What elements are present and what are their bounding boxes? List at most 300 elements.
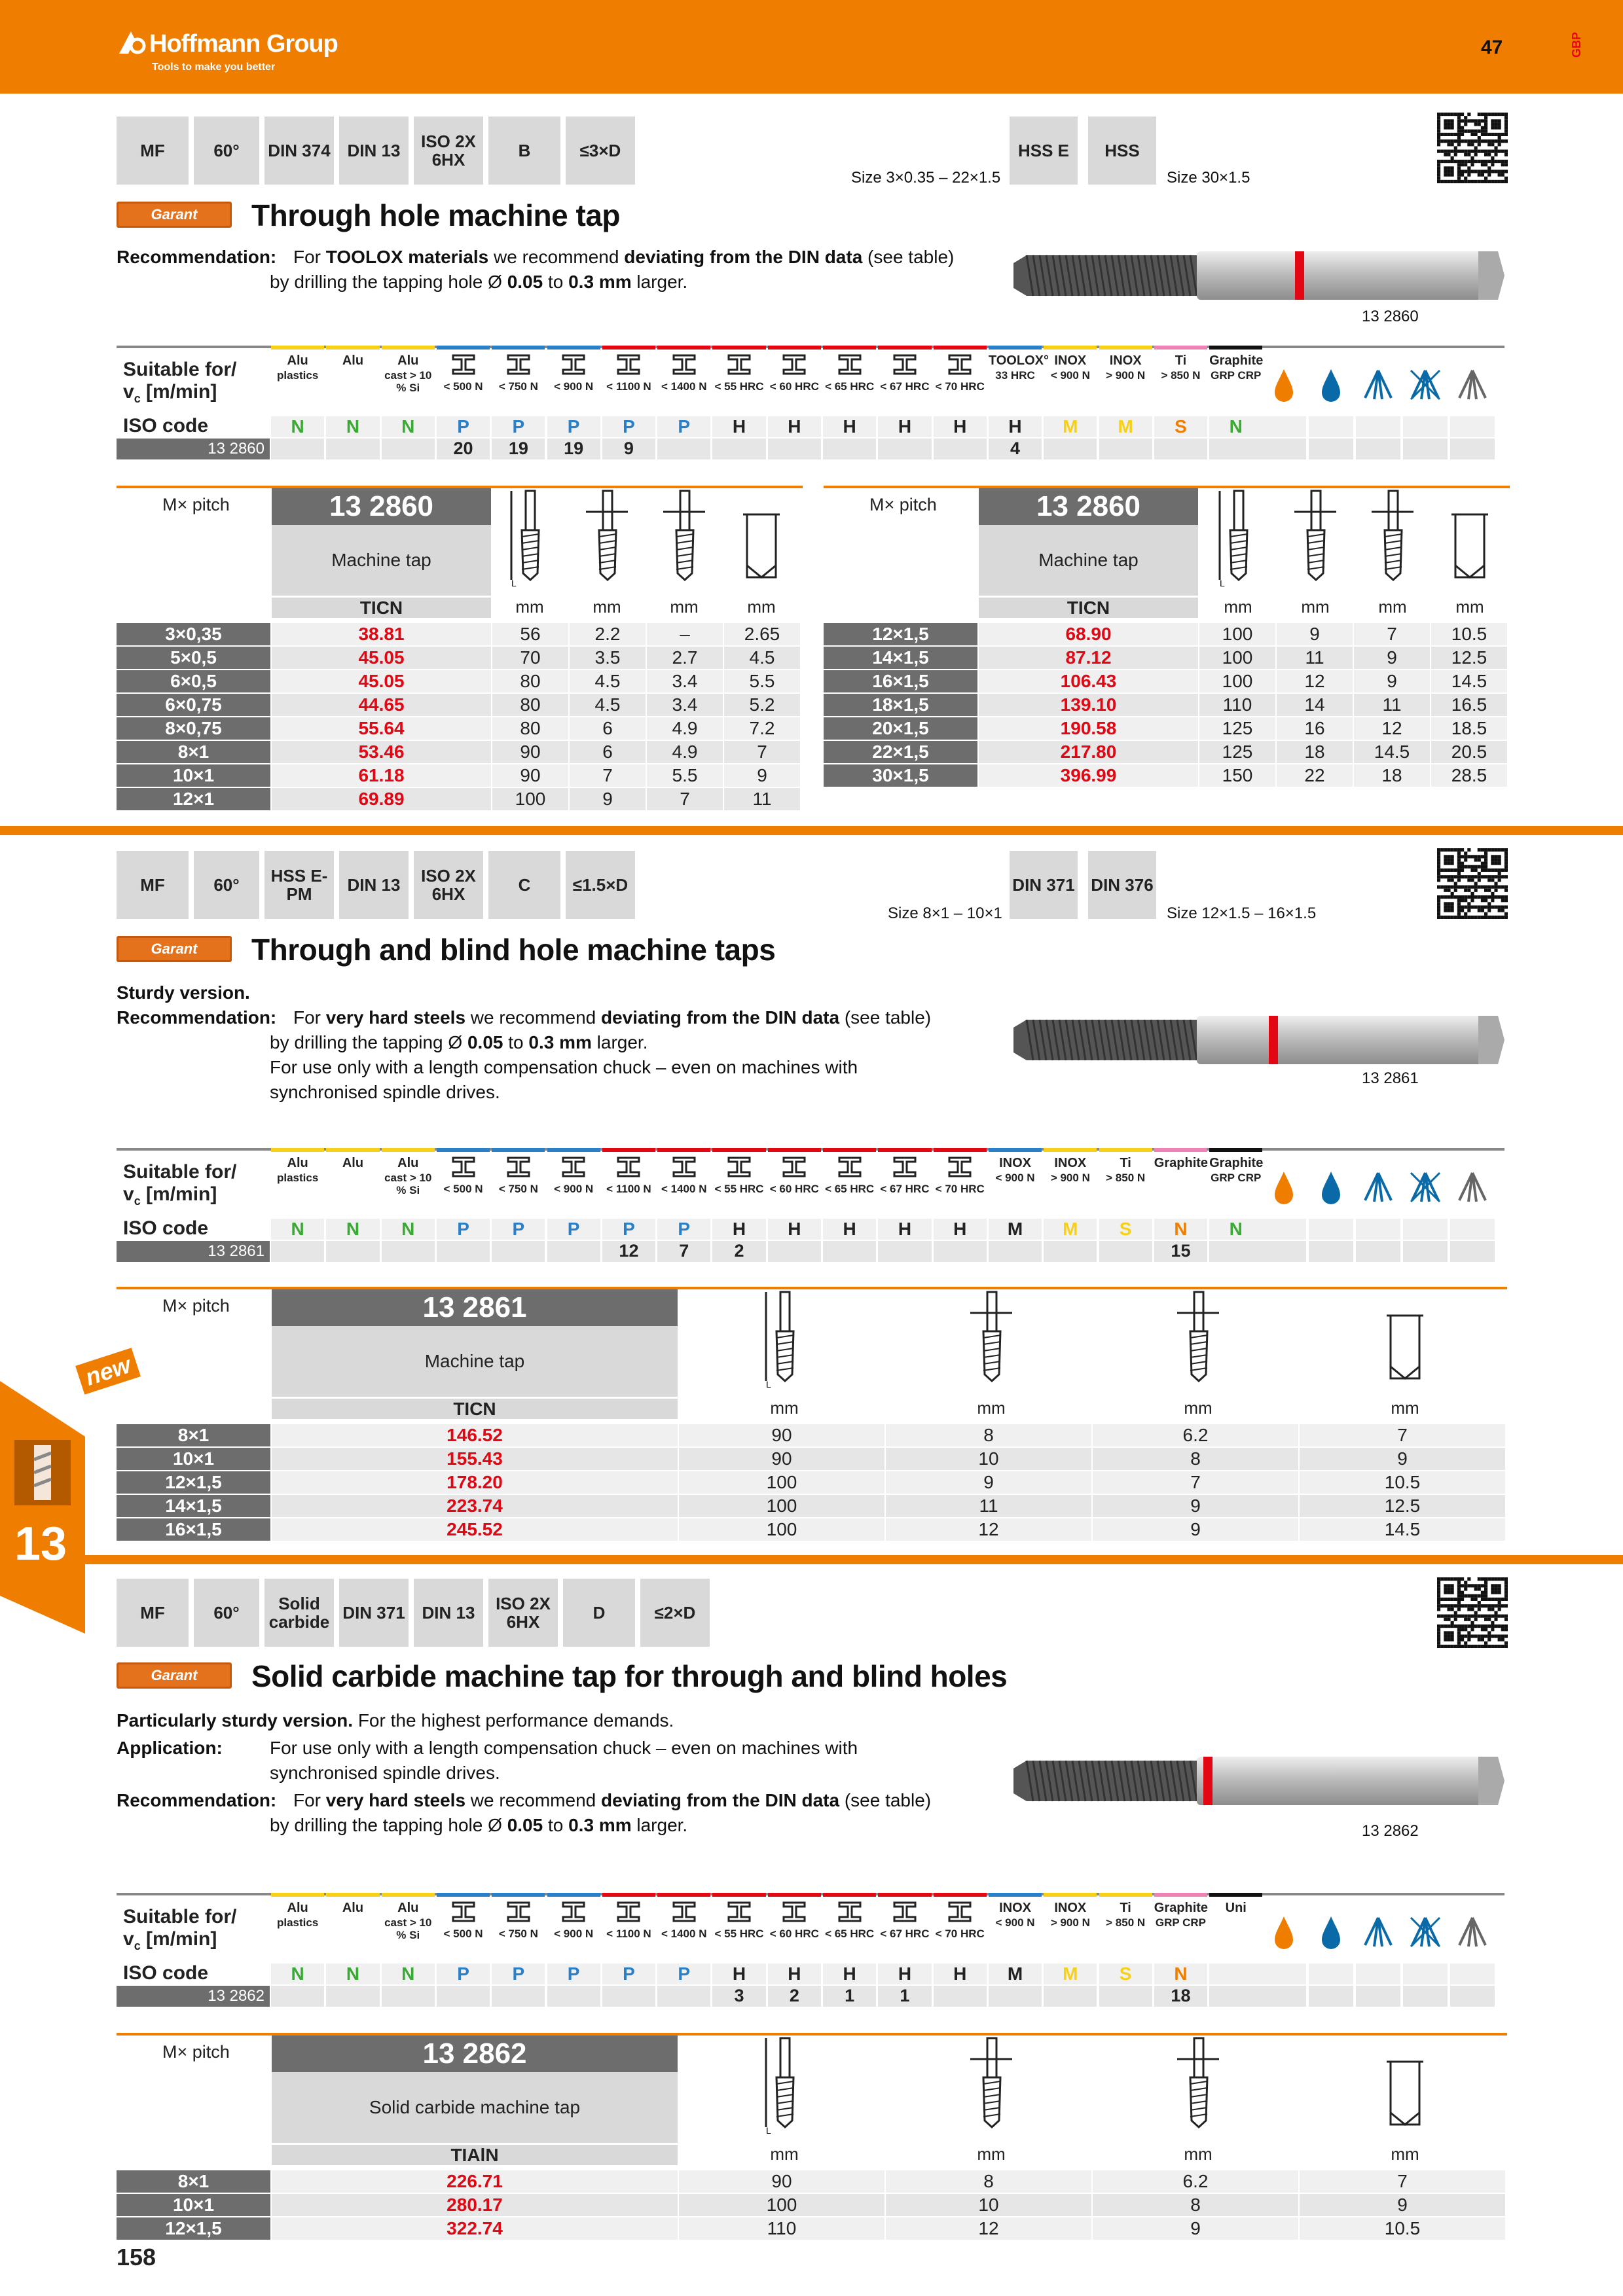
material-name: Ti [1120, 1901, 1131, 1915]
steel-beam-icon [492, 1901, 545, 1926]
material-name: Ti [1175, 353, 1187, 368]
chamfer-b-pill: B [488, 117, 560, 185]
din-371-pill: DIN 371 [1010, 851, 1078, 919]
iso-code-cell: P [547, 1964, 600, 1984]
material-spec: < 500 N [443, 1183, 483, 1195]
t: by drilling the tapping hole Ø [270, 1815, 507, 1835]
steel-beam-icon [547, 353, 600, 379]
t: deviating from the DIN data [601, 1007, 840, 1028]
vc-value-cell: 1 [878, 1986, 931, 2007]
product-id-box: 13 2861 [272, 1289, 678, 1326]
recommendation-line [293, 1788, 931, 1813]
chapter-tab [0, 1381, 85, 1634]
material-color-bar [1154, 346, 1207, 350]
vc-value-cell [712, 439, 765, 459]
dimension-cell: 9 [1300, 1448, 1505, 1470]
product-id-box: 13 2862 [272, 2036, 678, 2072]
vc-value-cell: 4 [989, 439, 1042, 459]
material-spec: < 67 HRC [880, 1928, 930, 1940]
material-header [989, 1901, 1042, 1929]
material-header [271, 1156, 324, 1184]
dimension-cell: 9 [1093, 2217, 1298, 2240]
dimension-cell: 14.5 [1300, 1518, 1505, 1541]
vc-value-cell [989, 1986, 1042, 2007]
oil-drop-icon [1264, 365, 1304, 404]
material-name: Alu [397, 353, 419, 368]
iso-code-cell: N [326, 416, 379, 437]
mql-icon [1453, 365, 1492, 404]
vc-value-cell [823, 1241, 876, 1262]
iso-code-cell: N [1154, 1964, 1207, 1984]
material-name: Alu [342, 1156, 364, 1170]
material-color-bar [1209, 346, 1262, 350]
dimension-cell: 18 [1277, 741, 1353, 763]
dimension-cell: 110 [679, 2217, 884, 2240]
thread-size-cell: 6×0,75 [117, 694, 270, 716]
price-cell: 155.43 [272, 1448, 678, 1470]
material-name: Uni [1225, 1901, 1247, 1915]
dimension-cell: 14 [1277, 694, 1353, 716]
material-spec: GRP CRP [1211, 1172, 1262, 1184]
thread-size-cell: 12×1,5 [824, 623, 977, 645]
dimension-cell: 56 [492, 623, 568, 645]
chapter-number: 13 [14, 1518, 67, 1570]
material-spec: < 55 HRC [714, 1183, 764, 1195]
svg-text:L: L [766, 1379, 771, 1388]
din-371-pill: DIN 371 [339, 1579, 409, 1647]
material-spec: < 1100 N [606, 1928, 651, 1940]
dimension-cell: 90 [492, 764, 568, 787]
dimension-cell: 10 [886, 1448, 1091, 1470]
iso-code-cell: P [602, 1219, 655, 1240]
dimension-cell: 8 [1093, 2194, 1298, 2216]
thread-size-cell: 20×1,5 [824, 717, 977, 740]
brand-name: Hoffmann Group [149, 30, 338, 58]
price-cell: 396.99 [979, 764, 1198, 787]
dimension-cell: 9 [1300, 2194, 1505, 2216]
material-color-bar [382, 1893, 435, 1897]
material-spec: < 1100 N [606, 1183, 651, 1195]
recommendation-label: Recommendation: [117, 247, 277, 267]
suitable-label-1: Suitable for/ [123, 1161, 237, 1183]
coolant-cell [1262, 1986, 1306, 2007]
coolant-cell [1262, 1241, 1306, 1262]
dimension-cell: 14.5 [1431, 670, 1507, 692]
iso-code-cell: N [382, 1219, 435, 1240]
price-cell: 61.18 [272, 764, 491, 787]
thread-length-icon [1292, 488, 1339, 586]
vc-value-cell [602, 1986, 655, 2007]
garant-logo: Garant [117, 202, 232, 228]
square-drive-icon [1381, 1289, 1429, 1388]
oil-drop-icon [1264, 1168, 1304, 1207]
material-header [602, 353, 655, 393]
material-color-bar [547, 1893, 600, 1897]
recommendation-line: For use only with a length compensation chuck – even on machines with [270, 1057, 858, 1077]
material-name: Graphite [1154, 1156, 1209, 1170]
t: deviating from the DIN data [601, 1790, 840, 1810]
material-header [1154, 1901, 1207, 1929]
material-color-bar [1044, 1148, 1097, 1152]
tool-image-13-2861 [1007, 1001, 1504, 1079]
material-color-bar [437, 1893, 490, 1897]
coolant-cell [1403, 439, 1448, 459]
dimension-cell: 4.5 [570, 694, 646, 716]
dimension-cell: 12 [886, 2217, 1091, 2240]
section-divider [0, 826, 1623, 835]
iso-code-cell: M [1044, 1219, 1097, 1240]
thread-size-cell: 18×1,5 [824, 694, 977, 716]
iso-tolerance-pill: ISO 2X 6HX [414, 117, 483, 185]
dimension-cell: 80 [492, 717, 568, 740]
iso-code-cell: H [878, 1964, 931, 1984]
steel-beam-icon [602, 1156, 655, 1181]
price-cell: 226.71 [272, 2170, 678, 2193]
material-spec: cast > 10 % Si [384, 1172, 432, 1196]
t: we recommend [465, 1007, 601, 1028]
material-color-bar [382, 346, 435, 350]
application-line: synchronised spindle drives. [270, 1763, 500, 1783]
material-spec: < 55 HRC [714, 1928, 764, 1940]
dimension-cell: 100 [492, 788, 568, 810]
steel-beam-icon [878, 1901, 931, 1926]
dimension-cell: 150 [1199, 764, 1275, 787]
iso-code-cell: S [1154, 416, 1207, 437]
chamfer-d-pill: D [563, 1579, 635, 1647]
material-header [271, 353, 324, 382]
article-caption: 13 2860 [1362, 308, 1419, 325]
dimension-cell: 5.5 [724, 670, 800, 692]
square-drive-icon [1381, 2036, 1429, 2134]
vc-value-cell [934, 1241, 987, 1262]
thread-size-cell: 22×1,5 [824, 741, 977, 763]
material-color-bar [271, 1148, 324, 1152]
recommendation-line [293, 1005, 931, 1030]
material-color-bar [823, 346, 876, 350]
material-color-bar [1154, 1893, 1207, 1897]
vc-value-cell [1099, 1986, 1152, 2007]
page-number: 158 [117, 2244, 156, 2270]
material-spec: < 70 HRC [935, 380, 985, 393]
material-color-bar [768, 1893, 821, 1897]
vc-value-cell: 18 [1154, 1986, 1207, 2007]
t: 0.05 [507, 1815, 543, 1835]
application-line: For use only with a length compensation chuck – even on machines with [270, 1738, 858, 1758]
material-header [934, 1156, 987, 1195]
iso-tolerance-pill: ISO 2X 6HX [414, 851, 483, 919]
tap-type-cell: Machine tap [979, 525, 1198, 596]
dimension-cell: 7 [1300, 2170, 1505, 2193]
iso-code-label: ISO code [123, 415, 209, 437]
m-pitch-label: M× pitch [162, 2042, 230, 2062]
material-color-bar [934, 346, 987, 350]
dimension-cell: – [647, 623, 723, 645]
thread-size-cell: 12×1,5 [117, 2217, 270, 2240]
material-header [437, 353, 490, 393]
spray-icon [1359, 365, 1398, 404]
material-header [988, 353, 1049, 382]
material-header [1209, 1901, 1262, 1916]
product-title: Solid carbide machine tap for through and blind holes [251, 1659, 1008, 1693]
steel-beam-icon [823, 1156, 876, 1181]
dimension-cell: 110 [1199, 694, 1275, 716]
dimension-cell: 100 [679, 1518, 884, 1541]
t: larger. [591, 1032, 648, 1052]
vc-value-cell: 7 [657, 1241, 710, 1262]
material-color-bar [657, 1148, 710, 1152]
iso-code-cell: S [1099, 1964, 1152, 1984]
material-header [934, 1901, 987, 1940]
drill-dia-icon [1175, 2036, 1222, 2134]
material-header [712, 353, 765, 393]
application-label: Application: [117, 1738, 223, 1758]
coating-cell: TICN [979, 596, 1198, 618]
material-name: Alu [342, 353, 364, 368]
material-header [878, 353, 931, 393]
t: 0.3 mm [528, 1032, 592, 1052]
steel-beam-icon [712, 1901, 765, 1926]
price-cell: 53.46 [272, 741, 491, 763]
material-color-bar [437, 1148, 490, 1152]
material-spec: GRP CRP [1155, 1916, 1207, 1929]
unit-label: mm [1224, 597, 1252, 617]
coolant-cell [1403, 416, 1448, 437]
steel-beam-icon [602, 353, 655, 379]
material-spec: plastics [276, 1916, 319, 1929]
recommendation-line [270, 270, 687, 295]
sturdy-label: Sturdy version. [117, 982, 250, 1003]
coolant-cell [1403, 1241, 1448, 1262]
material-color-bar [326, 1893, 379, 1897]
material-color-bar [989, 1893, 1042, 1897]
material-color-bar [602, 1148, 655, 1152]
dimension-cell: 28.5 [1431, 764, 1507, 787]
vc-value-cell: 12 [602, 1241, 655, 1262]
material-spec: < 60 HRC [769, 380, 819, 393]
material-header [1209, 353, 1262, 382]
coolant-cell [1403, 1964, 1448, 1984]
dry-icon [1406, 1912, 1445, 1952]
material-spec: cast > 10 % Si [384, 369, 432, 394]
iso-code-cell [1209, 1964, 1262, 1984]
thread-length-icon [968, 1289, 1015, 1388]
size-range: Size 12×1.5 – 16×1.5 [1167, 905, 1317, 922]
hss-pill: HSS [1088, 117, 1156, 185]
thread-size-cell: 12×1 [117, 788, 270, 810]
vc-unit: [m/min] [140, 381, 217, 403]
product-id-box: 13 2860 [979, 488, 1198, 525]
hss-e-pill: HSS E [1010, 117, 1078, 185]
dimension-cell: 9 [886, 1471, 1091, 1494]
material-spec: 33 HRC [995, 369, 1035, 382]
material-header [382, 1901, 435, 1941]
unit-label: mm [1184, 1398, 1213, 1418]
material-header [768, 1156, 821, 1195]
size-range: Size 3×0.35 – 22×1.5 [851, 169, 1001, 187]
price-cell: 38.81 [272, 623, 491, 645]
t: For the highest performance demands. [353, 1710, 674, 1731]
unit-label: mm [977, 2144, 1006, 2164]
material-color-bar [326, 346, 379, 350]
steel-beam-icon [823, 353, 876, 379]
material-color-bar [823, 1893, 876, 1897]
drill-dia-icon [1369, 488, 1416, 586]
material-color-bar [712, 1148, 765, 1152]
page-number-top: 47 [1481, 37, 1503, 58]
brand-tagline: Tools to make you better [152, 62, 276, 73]
dimension-cell: 2.7 [647, 647, 723, 669]
vc-value-cell [657, 1986, 710, 2007]
iso-code-cell: N [326, 1219, 379, 1240]
dimension-cell: 18.5 [1431, 717, 1507, 740]
material-color-bar [768, 1148, 821, 1152]
vc-value-cell [1209, 439, 1262, 459]
dimension-cell: 6.2 [1093, 1424, 1298, 1446]
dimension-cell: 6.2 [1093, 2170, 1298, 2193]
dry-icon [1406, 1168, 1445, 1207]
unit-label: mm [770, 2144, 799, 2164]
vc-value-cell [823, 439, 876, 459]
t: to [543, 272, 569, 292]
material-color-bar [602, 346, 655, 350]
vc-value-cell [1154, 439, 1207, 459]
dimension-cell: 9 [1277, 623, 1353, 645]
t: For [293, 247, 326, 267]
iso-code-cell: H [823, 416, 876, 437]
material-name: INOX [1054, 353, 1087, 368]
mql-icon [1453, 1168, 1492, 1207]
steel-beam-icon [878, 353, 931, 379]
thread-size-cell: 3×0,35 [117, 623, 270, 645]
dimension-cell: 9 [1354, 647, 1430, 669]
product-title: Through hole machine tap [251, 198, 621, 232]
thread-size-cell: 10×1 [117, 2194, 270, 2216]
square-drive-icon [1446, 488, 1493, 586]
iso-code-cell: N [1154, 1219, 1207, 1240]
article-caption: 13 2861 [1362, 1069, 1419, 1087]
material-spec: < 900 N [1050, 369, 1090, 382]
material-name: Graphite [1209, 1156, 1264, 1170]
iso-code-cell: P [657, 1964, 710, 1984]
material-color-bar [1209, 1148, 1262, 1152]
material-name: INOX [1054, 1156, 1087, 1170]
dimension-cell: 5.2 [724, 694, 800, 716]
dimension-cell: 2.2 [570, 623, 646, 645]
price-cell: 280.17 [272, 2194, 678, 2216]
vc-value-cell [437, 1241, 490, 1262]
material-name: INOX [1109, 353, 1142, 368]
din-13-pill: DIN 13 [339, 117, 409, 185]
material-header [934, 353, 987, 393]
material-name: INOX [999, 1156, 1031, 1170]
depth-pill: ≤3×D [566, 117, 635, 185]
coolant-cell [1309, 1986, 1353, 2007]
svg-text:L: L [1220, 578, 1225, 586]
dimension-cell: 7 [1354, 623, 1430, 645]
thread-size-cell: 14×1,5 [117, 1495, 270, 1517]
angle-60-pill: 60° [194, 1579, 259, 1647]
drill-icon [14, 1440, 71, 1505]
size-range: Size 8×1 – 10×1 [888, 905, 1002, 922]
vc-value-cell [382, 1986, 435, 2007]
t: 0.05 [507, 272, 543, 292]
material-header [768, 1901, 821, 1940]
language-code: GBP [1570, 31, 1583, 58]
mf-thread-pill: MF [117, 1579, 189, 1647]
coolant-cell [1356, 1241, 1400, 1262]
dimension-cell: 7 [647, 788, 723, 810]
vc-label: v [123, 1183, 134, 1205]
iso-code-cell: N [1209, 416, 1262, 437]
material-spec: < 750 N [498, 380, 538, 393]
thread-size-cell: 16×1,5 [824, 670, 977, 692]
material-spec: > 850 N [1106, 1916, 1146, 1929]
coolant-cell [1356, 439, 1400, 459]
material-name: Alu [397, 1901, 419, 1915]
material-spec: < 67 HRC [880, 1183, 930, 1195]
square-drive-icon [738, 488, 785, 586]
iso-code-cell: H [989, 416, 1042, 437]
dimension-cell: 11 [886, 1495, 1091, 1517]
vc-value-cell: 19 [547, 439, 600, 459]
iso-code-cell: P [437, 1219, 490, 1240]
material-header [326, 1901, 379, 1916]
iso-code-cell: M [989, 1219, 1042, 1240]
material-color-bar [657, 1893, 710, 1897]
thread-size-cell: 12×1,5 [117, 1471, 270, 1494]
t: (see table) [839, 1007, 932, 1028]
material-spec: < 900 N [554, 1928, 594, 1940]
iso-code-cell: H [823, 1219, 876, 1240]
steel-beam-icon [437, 353, 490, 379]
coolant-cell [1262, 439, 1306, 459]
material-color-bar [934, 1148, 987, 1152]
material-header [602, 1156, 655, 1195]
vc-unit: [m/min] [140, 1183, 217, 1205]
material-spec: < 900 N [995, 1916, 1035, 1929]
steel-beam-icon [934, 1901, 987, 1926]
iso-code-cell: H [712, 1964, 765, 1984]
material-header [1154, 353, 1207, 382]
t: 0.3 mm [568, 272, 632, 292]
material-color-bar [382, 1148, 435, 1152]
iso-code-cell: P [492, 1964, 545, 1984]
dimension-cell: 4.5 [570, 670, 646, 692]
dimension-cell: 4.9 [647, 717, 723, 740]
dimension-cell: 90 [679, 1448, 884, 1470]
material-header [326, 353, 379, 369]
recommendation-line [270, 1813, 687, 1838]
dimension-cell: 8 [886, 2170, 1091, 2193]
price-cell: 87.12 [979, 647, 1198, 669]
vc-value-cell [271, 1241, 324, 1262]
material-spec: < 70 HRC [935, 1183, 985, 1195]
unit-label: mm [593, 597, 621, 617]
vc-label: v [123, 1928, 134, 1950]
thread-size-cell: 10×1 [117, 764, 270, 787]
material-color-bar [547, 1148, 600, 1152]
coolant-cell [1309, 1219, 1353, 1240]
price-cell: 139.10 [979, 694, 1198, 716]
overall-length-icon [761, 1289, 808, 1388]
t: larger. [631, 272, 688, 292]
dimension-cell: 20.5 [1431, 741, 1507, 763]
vc-value-cell [1209, 1241, 1262, 1262]
vc-value-cell [878, 1241, 931, 1262]
iso-code-cell: P [437, 416, 490, 437]
iso-code-cell: N [271, 1964, 324, 1984]
product-title: Through and blind hole machine taps [251, 933, 776, 967]
